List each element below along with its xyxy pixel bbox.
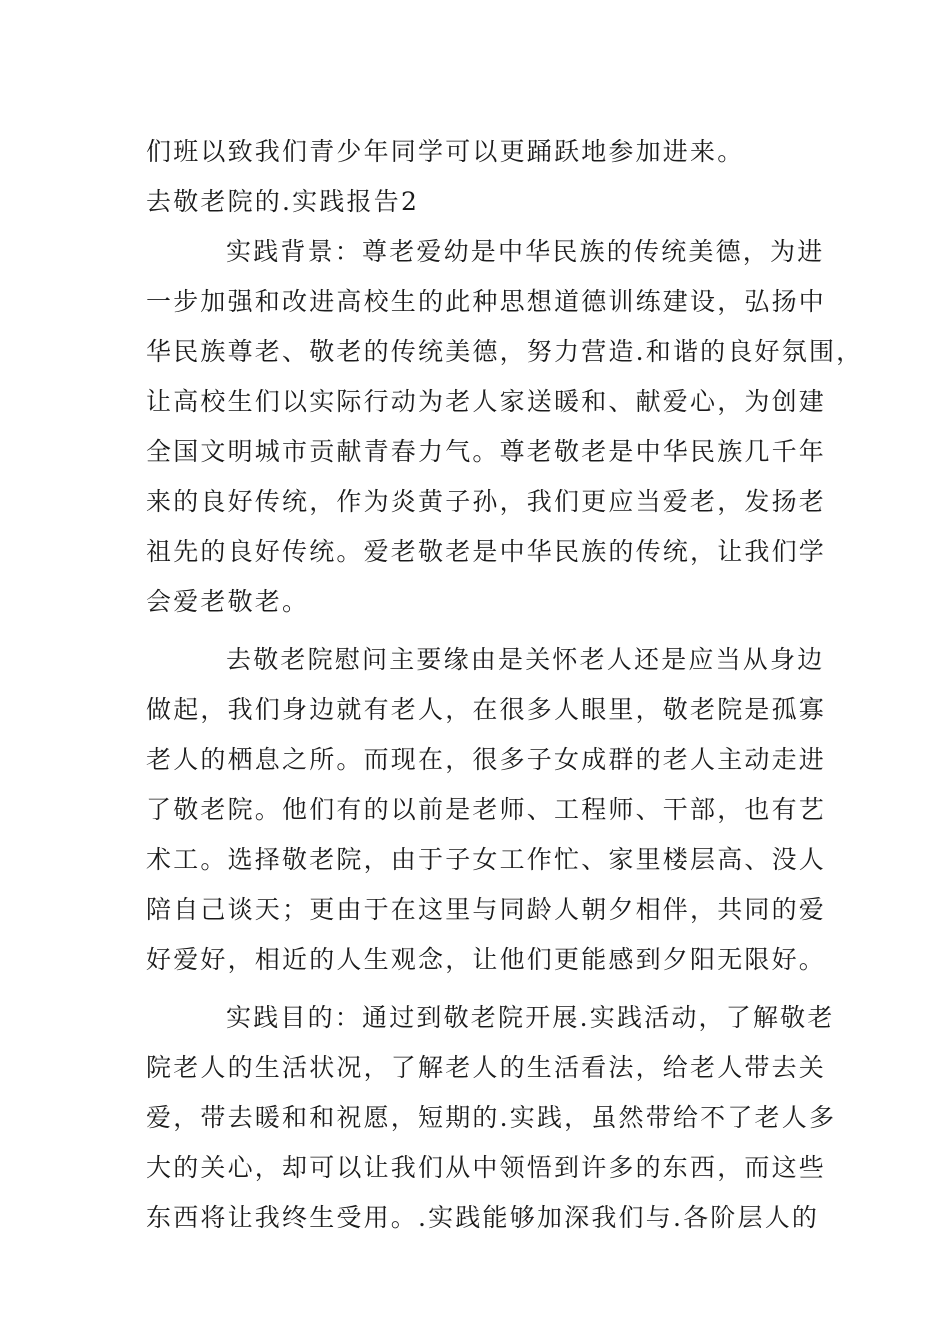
paragraph-line: 实践背景：尊老爱幼是中华民族的传统美德，为进: [226, 237, 825, 266]
paragraph-line: 实践目的：通过到敬老院开展.实践活动，了解敬老: [226, 1003, 835, 1032]
paragraph-line: 来的良好传统，作为炎黄子孙，我们更应当爱老，发扬老: [146, 487, 827, 516]
intro-line: 们班以致我们青少年同学可以更踊跃地参加进来。: [146, 137, 745, 166]
paragraph-line: 老人的栖息之所。而现在，很多子女成群的老人主动走进: [146, 745, 827, 774]
paragraph-line: 会爱老敬老。: [146, 587, 310, 616]
paragraph-line: 东西将让我终生受用。.实践能够加深我们与.各阶层人的: [146, 1203, 820, 1232]
section-title: 去敬老院的.实践报告2: [146, 187, 420, 216]
paragraph-line: 术工。选择敬老院，由于子女工作忙、家里楼层高、没人: [146, 845, 827, 874]
paragraph-line: 一步加强和改进高校生的此种思想道德训练建设，弘扬中: [146, 287, 827, 316]
paragraph-purpose: [146, 993, 837, 1243]
paragraph-line: 陪自己谈天；更由于在这里与同龄人朝夕相伴，共同的爱: [146, 895, 827, 924]
paragraph-line: 祖先的良好传统。爱老敬老是中华民族的传统，让我们学: [146, 537, 827, 566]
paragraph-line: 大的关心，却可以让我们从中领悟到许多的东西，而这些: [146, 1153, 827, 1182]
paragraph-line: 院老人的生活状况，了解老人的生活看法，给老人带去关: [146, 1053, 827, 1082]
paragraph-reason: [146, 635, 827, 985]
paragraph-line: 爱，带去暖和和祝愿，短期的.实践，虽然带给不了老人多: [146, 1103, 837, 1132]
paragraph-line: 好爱好，相近的人生观念，让他们更能感到夕阳无限好。: [146, 945, 827, 974]
paragraph-line: 做起，我们身边就有老人，在很多人眼里，敬老院是孤寡: [146, 695, 827, 724]
paragraph-line: 让高校生们以实际行动为老人家送暖和、献爱心，为创建: [146, 387, 827, 416]
paragraph-background: [146, 227, 864, 627]
document-page: [146, 127, 864, 1243]
paragraph-line: 了敬老院。他们有的以前是老师、工程师、干部，也有艺: [146, 795, 827, 824]
paragraph-line: 全国文明城市贡献青春力气。尊老敬老是中华民族几千年: [146, 437, 827, 466]
paragraph-line: 去敬老院慰问主要缘由是关怀老人还是应当从身边: [226, 645, 825, 674]
paragraph-line: 华民族尊老、敬老的传统美德，努力营造.和谐的良好氛围，: [146, 337, 864, 366]
